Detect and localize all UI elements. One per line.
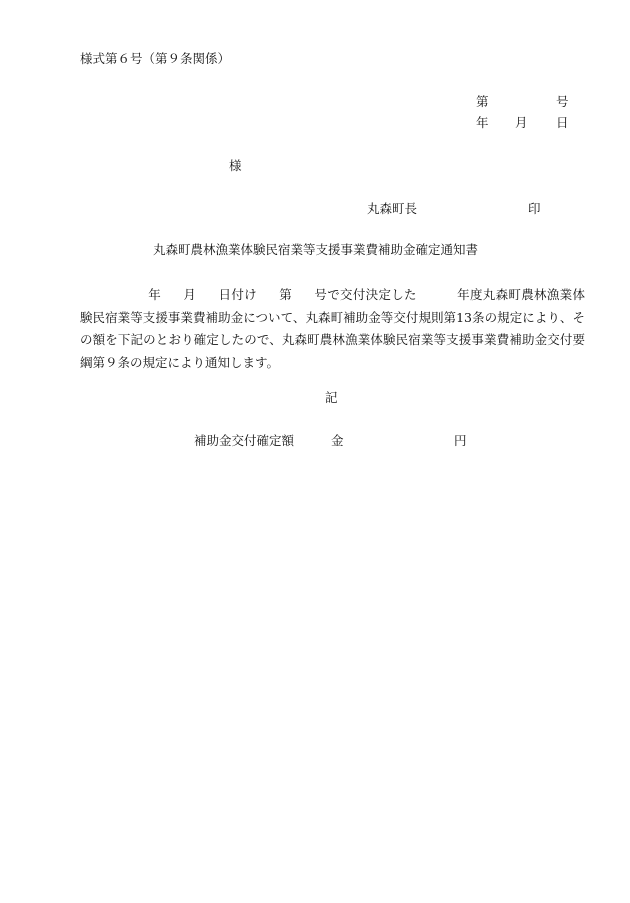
body-date-suffix: 日付け <box>218 287 257 302</box>
body-go: 号で交付決定した <box>314 287 417 302</box>
doc-number-dai: 第 <box>476 94 489 109</box>
amount-yen: 円 <box>454 433 467 448</box>
body-month: 月 <box>183 287 197 302</box>
date-year: 年 <box>476 115 489 130</box>
issuer-title: 丸森町長 <box>367 201 418 216</box>
body-year: 年 <box>148 287 162 302</box>
date-day: 日 <box>556 115 569 130</box>
form-label: 様式第６号（第９条関係） <box>80 51 231 66</box>
doc-number-go: 号 <box>556 94 569 109</box>
amount-label: 補助金交付確定額 <box>194 433 295 448</box>
body-fiscal-year: 年度丸森町農 <box>456 287 535 302</box>
body-text-rest: 林漁業体験民宿業等支援事業費補助金について、丸森町補助金等交付規則第13条の規定により、その額を下記のとおり確定したので、丸森町農林漁業体験民宿業等支援事業費補助金交付要綱第９条の規定により通知します。 <box>80 287 585 370</box>
amount-kin: 金 <box>331 433 344 448</box>
body-dai: 第 <box>278 287 293 302</box>
addressee-suffix: 様 <box>229 158 242 173</box>
document-title: 丸森町農林漁業体験民宿業等支援事業費補助金確定通知書 <box>153 242 479 257</box>
issuer-seal: 印 <box>528 201 541 216</box>
body-paragraph <box>80 284 585 374</box>
date-month: 月 <box>515 115 528 130</box>
ki-heading: 記 <box>325 390 338 405</box>
